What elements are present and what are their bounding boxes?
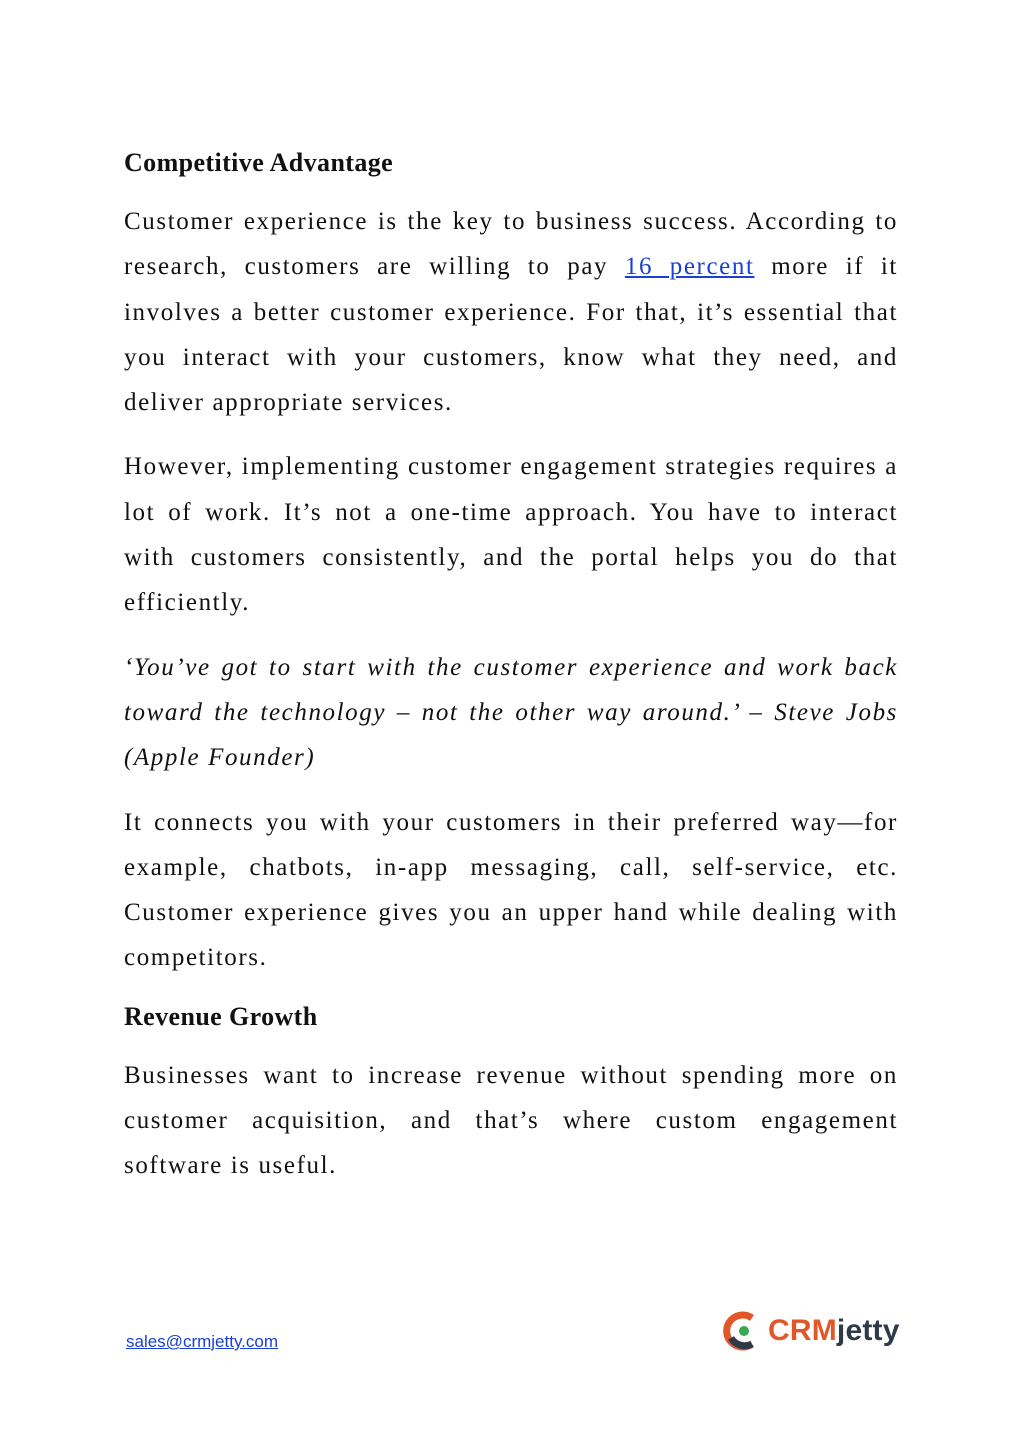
heading-competitive-advantage: Competitive Advantage: [124, 148, 394, 177]
crmjetty-logo: [722, 1308, 900, 1354]
crmjetty-logo-text: [768, 1308, 900, 1354]
paragraph-revenue: Businesses want to increase revenue without spending more on customer acquisition, and that’s where custom engagement software is useful.: [124, 1061, 898, 1180]
quote-steve-jobs: ‘You’ve got to start with the customer experience and work back toward the technology – not the other way around.’ – Steve Jobs (Apple Founder): [124, 653, 898, 772]
paragraph-customer-experience: [124, 199, 898, 425]
paragraph-text: more if it involves a better customer experience. For that, it’s essential that you interact with your customers, know what they need, and deliver appropriate services.: [124, 253, 898, 417]
heading-revenue-growth: Revenue Growth: [124, 1001, 318, 1031]
footer-email-link[interactable]: sales@crmjetty.com: [126, 1332, 279, 1351]
logo-text-crm: CRM: [768, 1314, 837, 1347]
sixteen-percent-link[interactable]: 16 percent: [624, 253, 755, 281]
paragraph-connects-customers: It connects you with your customers in their preferred way—for example, chatbots, in-app messaging, call, self-service, etc. Customer experience gives you an upper hand while dealing with competitors.: [124, 808, 898, 972]
crmjetty-logo-mark-icon: [722, 1308, 762, 1354]
page-content: [124, 146, 898, 1189]
paragraph-text: Customer experience is the key to business success. According to research, customers are willing to pay: [124, 208, 898, 281]
logo-text-jetty: jetty: [836, 1314, 900, 1347]
paragraph-engagement-strategies: However, implementing customer engagement strategies requires a lot of work. It’s not a one-time approach. You have to interact with customers consistently, and the portal helps you do that efficiently.: [124, 453, 898, 617]
